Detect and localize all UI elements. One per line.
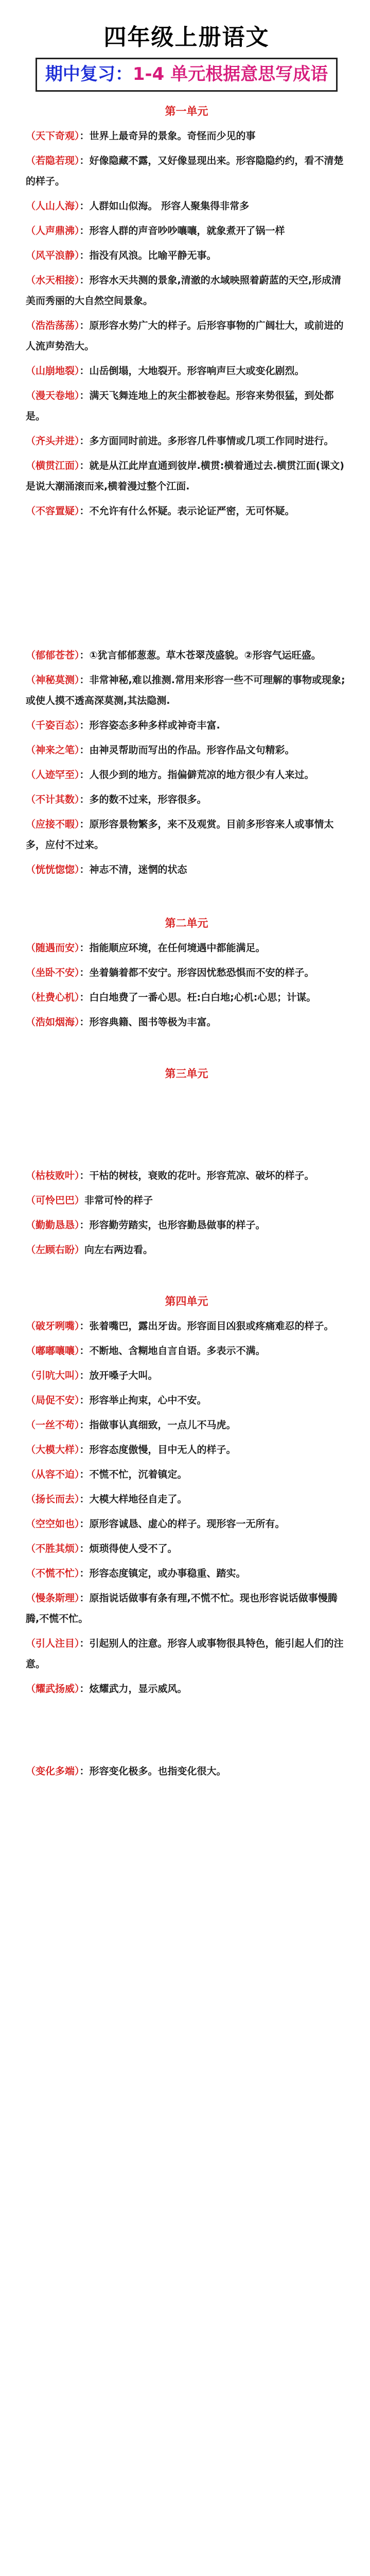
idiom-entry xyxy=(26,1759,347,1784)
idiom-definition: ：形容举止拘束，心中不安。 xyxy=(79,1395,207,1406)
idiom-definition: ：多方面同时前进。多形容几件事情或几项工作同时进行。 xyxy=(79,435,334,447)
idiom-term: （不计其数） xyxy=(26,794,80,805)
idiom-entry xyxy=(26,1388,347,1413)
banner-right-text: 1-4 单元根据意思写成语 xyxy=(132,64,328,84)
idiom-term: （局促不安） xyxy=(26,1395,80,1406)
idiom-entry xyxy=(26,313,347,359)
idiom-entry xyxy=(26,857,347,882)
idiom-term: （千姿百态） xyxy=(26,720,80,731)
idiom-entry xyxy=(26,960,347,985)
idiom-term: （耀武扬威） xyxy=(26,1683,80,1694)
idiom-definition: ：不允许有什么怀疑。表示论证严密，无可怀疑。 xyxy=(79,505,295,517)
idiom-entry xyxy=(26,383,347,429)
idiom-definition: ：形容变化极多。也指变化很大。 xyxy=(79,1766,226,1777)
idiom-definition: ：干枯的树枝，衰败的花叶。形容荒凉、破坏的样子。 xyxy=(79,1170,314,1181)
idiom-entry xyxy=(26,1462,347,1487)
idiom-definition: ：指没有风浪。比喻平静无事。 xyxy=(79,250,217,261)
unit-title: 第三单元 xyxy=(165,1067,208,1080)
idiom-term: （人声鼎沸） xyxy=(26,225,80,236)
idiom-definition: ：满天飞舞连地上的灰尘都被卷起。形容来势很猛，到处都是。 xyxy=(26,390,334,422)
idiom-term: （引人注目） xyxy=(26,1638,80,1649)
idiom-term: （大模大样） xyxy=(26,1444,80,1455)
idiom-entry xyxy=(26,243,347,268)
idiom-term: （随遇而安） xyxy=(26,942,80,954)
idiom-definition: ：指做事认真细致，一点儿不马虎。 xyxy=(79,1419,236,1431)
idiom-term: （嘟嘟嚷嚷） xyxy=(26,1345,80,1357)
idiom-entry xyxy=(26,1213,347,1238)
idiom-entry xyxy=(26,985,347,1010)
unit-3-list xyxy=(26,1163,347,1262)
unit-title: 第二单元 xyxy=(165,917,208,929)
idiom-entry xyxy=(26,1238,347,1262)
idiom-term: （不慌不忙） xyxy=(26,1568,80,1579)
idiom-definition: ：由神灵帮助而写出的作品。形容作品文句精彩。 xyxy=(79,744,295,756)
idiom-definition: ：形容人群的声音吵吵嚷嚷，就象煮开了锅一样 xyxy=(79,225,285,236)
idiom-definition: ：好像隐藏不露，又好像显现出来。形容隐隐约约，看不清楚的样子。 xyxy=(26,155,344,187)
idiom-entry xyxy=(26,268,347,313)
idiom-entry xyxy=(26,1413,347,1437)
idiom-definition: ：多的数不过来，形容很多。 xyxy=(79,794,207,805)
idiom-entry xyxy=(26,1536,347,1561)
idiom-entry xyxy=(26,668,347,713)
idiom-definition: ：形容态度傲慢，目中无人的样子。 xyxy=(79,1444,236,1455)
idiom-definition: ：大模大样地径自走了。 xyxy=(79,1494,187,1505)
idiom-term: （天下奇观） xyxy=(26,130,80,142)
spacer xyxy=(26,1262,347,1289)
idiom-definition: 非常可怜的样子 xyxy=(84,1195,153,1206)
idiom-definition: ：①犹言郁郁葱葱。草木苍翠茂盛貌。②形容气运旺盛。 xyxy=(79,650,321,661)
subtitle-banner xyxy=(36,58,338,92)
idiom-term: （水天相接） xyxy=(26,275,80,286)
idiom-term: （不胜其烦） xyxy=(26,1543,80,1554)
idiom-entry xyxy=(26,1338,347,1363)
idiom-definition: ：人群如山似海。 形容人聚集得非常多 xyxy=(79,200,250,212)
idiom-definition: ：炫耀武力，显示威风。 xyxy=(79,1683,187,1694)
idiom-definition: ：白白地费了一番心思。枉:白白地;心机:心思；计谋。 xyxy=(79,992,316,1003)
banner-left-text: 期中复习： xyxy=(45,64,133,84)
idiom-entry xyxy=(26,359,347,383)
idiom-entry xyxy=(26,1586,347,1631)
idiom-term: （从容不迫） xyxy=(26,1469,80,1480)
idiom-entry xyxy=(26,499,347,523)
idiom-definition: ：形容勤劳踏实，也形容勤恳做事的样子。 xyxy=(79,1219,266,1231)
banner-wrapper xyxy=(26,58,347,99)
idiom-entry xyxy=(26,1561,347,1586)
idiom-definition: ：原形容诚恳、虚心的样子。现形容一无所有。 xyxy=(79,1518,285,1530)
idiom-term: （郁郁苍苍） xyxy=(26,650,80,661)
idiom-definition: ：形容水天共测的景象,清澈的水域映照着蔚蓝的天空,形成清美而秀丽的大自然空间景象。 xyxy=(26,275,341,307)
spacer xyxy=(26,1701,347,1759)
idiom-entry xyxy=(26,453,347,499)
idiom-entry xyxy=(26,936,347,960)
unit-1-list xyxy=(26,124,347,523)
idiom-definition: ：山岳倒塌，大地裂开。形容响声巨大或变化剧烈。 xyxy=(79,365,305,377)
idiom-term: （不容置疑） xyxy=(26,505,80,517)
idiom-term: （勤勤恳恳） xyxy=(26,1219,80,1231)
idiom-term: （神来之笔） xyxy=(26,744,80,756)
idiom-definition: ：放开嗓子大叫。 xyxy=(79,1370,158,1381)
idiom-term: （山崩地裂） xyxy=(26,365,80,377)
idiom-term: （横贯江面） xyxy=(26,460,80,471)
idiom-definition: ：原形容水势广大的样子。后形容事物的广阔壮大，或前进的人流声势浩大。 xyxy=(26,320,344,352)
document-title: 四年级上册语文 xyxy=(103,24,270,50)
idiom-term: （人迹罕至） xyxy=(26,769,80,781)
idiom-definition: ：形容态度镇定，或办事稳重、踏实。 xyxy=(79,1568,246,1579)
idiom-term: （风平浪静） xyxy=(26,250,80,261)
idiom-term: （变化多端） xyxy=(26,1766,80,1777)
idiom-definition: ：坐着躺着都不安宁。形容因忧愁恐惧而不安的样子。 xyxy=(79,967,314,978)
idiom-entry xyxy=(26,1437,347,1462)
idiom-term: （慢条斯理） xyxy=(26,1592,80,1604)
idiom-definition: ：烦琐得使人受不了。 xyxy=(79,1543,178,1554)
idiom-term: （枯枝败叶） xyxy=(26,1170,80,1181)
idiom-term: （破牙咧嘴） xyxy=(26,1320,80,1332)
idiom-definition: ：不慌不忙，沉着镇定。 xyxy=(79,1469,187,1480)
unit-title: 第四单元 xyxy=(165,1295,208,1308)
spacer xyxy=(26,882,347,911)
idiom-definition: ：神志不清，迷惘的状态 xyxy=(79,864,187,875)
idiom-entry xyxy=(26,1010,347,1035)
idiom-term: （空空如也） xyxy=(26,1518,80,1530)
idiom-definition: ：张着嘴巴，露出牙齿。形容面目凶狠或疼痛难忍的样子。 xyxy=(79,1320,334,1332)
idiom-term: （左顾右盼） xyxy=(26,1244,85,1256)
final-list xyxy=(26,1759,347,1784)
idiom-definition: ：不断地、含糊地自言自语。多表示不满。 xyxy=(79,1345,266,1357)
idiom-entry xyxy=(26,713,347,738)
idiom-entry xyxy=(26,1163,347,1188)
unit-2-list xyxy=(26,936,347,1035)
idiom-term: （若隐若现） xyxy=(26,155,80,166)
idiom-entry xyxy=(26,429,347,453)
idiom-entry xyxy=(26,762,347,787)
idiom-term: （恍恍惚惚） xyxy=(26,864,80,875)
idiom-definition: ：引起别人的注意。形容人或事物很具特色，能引起人们的注意。 xyxy=(26,1638,344,1670)
idiom-term: （神秘莫测） xyxy=(26,674,80,686)
idiom-term: （漫天卷地） xyxy=(26,390,80,401)
idiom-entry xyxy=(26,194,347,218)
idiom-entry xyxy=(26,1188,347,1213)
idiom-term: （杜费心机） xyxy=(26,992,80,1003)
idiom-entry xyxy=(26,1631,347,1676)
idiom-definition: ：就是从江此岸直通到彼岸.横贯:横着通过去.横贯江面(课文)是说大潮涌滚而来,横着漫过整个江面. xyxy=(26,460,344,492)
idiom-entry xyxy=(26,1363,347,1388)
idiom-term: （浩浩荡荡） xyxy=(26,320,80,331)
unit-4-list xyxy=(26,1314,347,1701)
idiom-definition: ：人很少到的地方。指偏僻荒凉的地方很少有人来过。 xyxy=(79,769,314,781)
idiom-entry xyxy=(26,1512,347,1536)
idiom-entry xyxy=(26,738,347,762)
idiom-definition: ：原形容景物繁多，来不及观赏。目前多形容来人或事情太多，应付不过来。 xyxy=(26,819,334,851)
idiom-entry xyxy=(26,1676,347,1701)
idiom-entry xyxy=(26,148,347,194)
idiom-entry xyxy=(26,124,347,148)
idiom-term: （浩如烟海） xyxy=(26,1016,80,1028)
idiom-term: （坐卧不安） xyxy=(26,967,80,978)
idiom-entry xyxy=(26,1314,347,1338)
unit-title: 第一单元 xyxy=(165,105,208,117)
idiom-definition: ：形容典籍、图书等极为丰富。 xyxy=(79,1016,217,1028)
idiom-term: （齐头并进） xyxy=(26,435,80,447)
idiom-term: （应接不暇） xyxy=(26,819,80,830)
spacer xyxy=(26,1035,347,1061)
idiom-term: （人山人海） xyxy=(26,200,80,212)
idiom-term: （扬长而去） xyxy=(26,1494,80,1505)
idiom-definition: ：原指说话做事有条有理,不慌不忙。现也形容说话做事慢腾腾,不慌不忙。 xyxy=(26,1592,338,1624)
idiom-definition: ：非常神秘,难以推测.常用来形容一些不可理解的事物或现象;或使人摸不透高深莫测,其法隐测. xyxy=(26,674,345,706)
idiom-entry xyxy=(26,812,347,857)
idiom-definition: ：指能顺应环境，在任何境遇中都能满足。 xyxy=(79,942,266,954)
idiom-entry xyxy=(26,1487,347,1512)
idiom-term: （一丝不苟） xyxy=(26,1419,80,1431)
idiom-entry xyxy=(26,787,347,812)
idiom-definition: 向左右两边看。 xyxy=(84,1244,153,1256)
idiom-definition: ：形容姿态多种多样或神奇丰富. xyxy=(79,720,220,731)
spacer xyxy=(26,523,347,643)
unit-1-continued-list xyxy=(26,643,347,882)
spacer xyxy=(26,1086,347,1163)
idiom-entry xyxy=(26,218,347,243)
idiom-term: （可怜巴巴） xyxy=(26,1195,85,1206)
idiom-definition: ：世界上最奇异的景象。奇怪而少见的事 xyxy=(79,130,256,142)
idiom-entry xyxy=(26,643,347,668)
idiom-term: （引吭大叫） xyxy=(26,1370,80,1381)
